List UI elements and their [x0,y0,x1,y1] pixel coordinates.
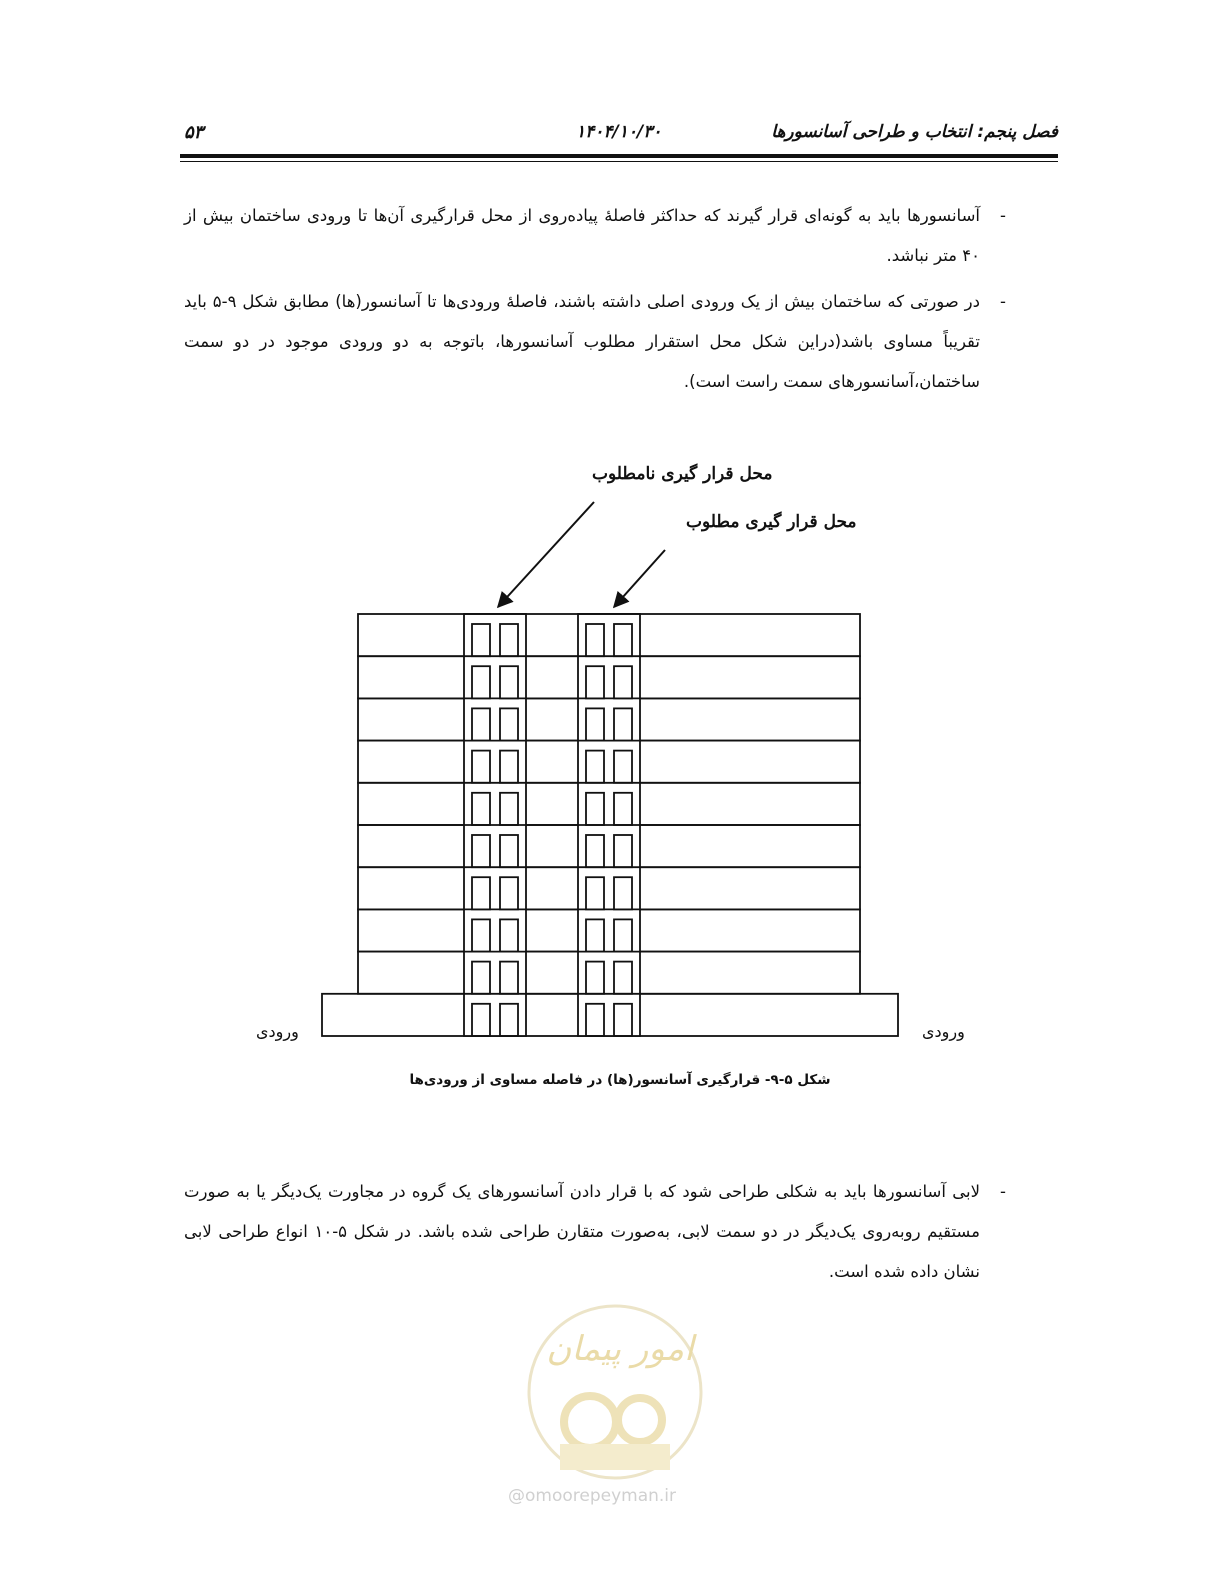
arrow-undesired [498,502,594,607]
bullet-dash: - [1000,206,1006,225]
label-entry-left: ورودی [256,1022,299,1041]
label-entry-right: ورودی [922,1022,965,1041]
bullet-dash: - [1000,1182,1006,1201]
paragraph-text: آسانسورها باید به گونه‌ای قرار گیرند که حداکثر فاصلهٔ پیاده‌روی از محل قرارگیری آن‌ها تا ورودی ساختمان بیش از ۴۰ متر نباشد. [184,206,980,265]
figure-caption: شکل ۵-۹- قرارگیری آسانسور(ها) در فاصله مساوی از ورودی‌ها [409,1072,831,1088]
page-number: ۵۳ [184,122,204,143]
header-date: ۱۴۰۴/۱۰/۳۰ [576,122,662,142]
watermark-site-text: omoorepeyman.ir [525,1486,677,1506]
paragraph-lobby-design [184,1172,1006,1292]
paragraph-text: در صورتی که ساختمان بیش از یک ورودی اصلی داشته باشند، فاصلهٔ ورودی‌ها تا آسانسور(ها) مطابق شکل ۹-۵ باید تقریباً مساوی باشد(دراین شکل محل استقرار مطلوب آسانسورها، باتوجه به دو ورودی موجود در دو سمت ساختمان،آسانسورهای سمت راست است). [184,292,980,391]
watermark-logo-text: امور پیمان [546,1329,694,1369]
header-rule-thick [180,154,1058,158]
building-elevation-figure [240,450,980,1060]
page-header [180,118,1058,148]
label-desired-location: محل قرار گیری مطلوب [686,512,857,532]
paragraph-multiple-entries [184,282,1006,402]
header-rule-thin [180,161,1058,162]
paragraph-text: لابی آسانسورها باید به شکلی طراحی شود که با قرار دادن آسانسورهای یک گروه در مجاورت یک‌دیگر یا به صورت مستقیم روبه‌روی یک‌دیگر در دو سمت لابی، به‌صورت متقارن طراحی شده باشد. در شکل ۵-۱۰ انواع طراحی لابی نشان داده شده است. [184,1182,980,1281]
watermark-logo [500,1302,730,1482]
arrow-desired [614,550,665,607]
watermark-site: @omoorepeyman.ir [508,1486,677,1506]
paragraph-walking-distance [184,196,1006,276]
chapter-title: فصل پنجم: انتخاب و طراحی آسانسورها [771,122,1058,142]
label-undesired-location: محل قرار گیری نامطلوب [592,464,773,484]
bullet-dash: - [1000,292,1006,311]
building-diagram [240,450,980,1060]
